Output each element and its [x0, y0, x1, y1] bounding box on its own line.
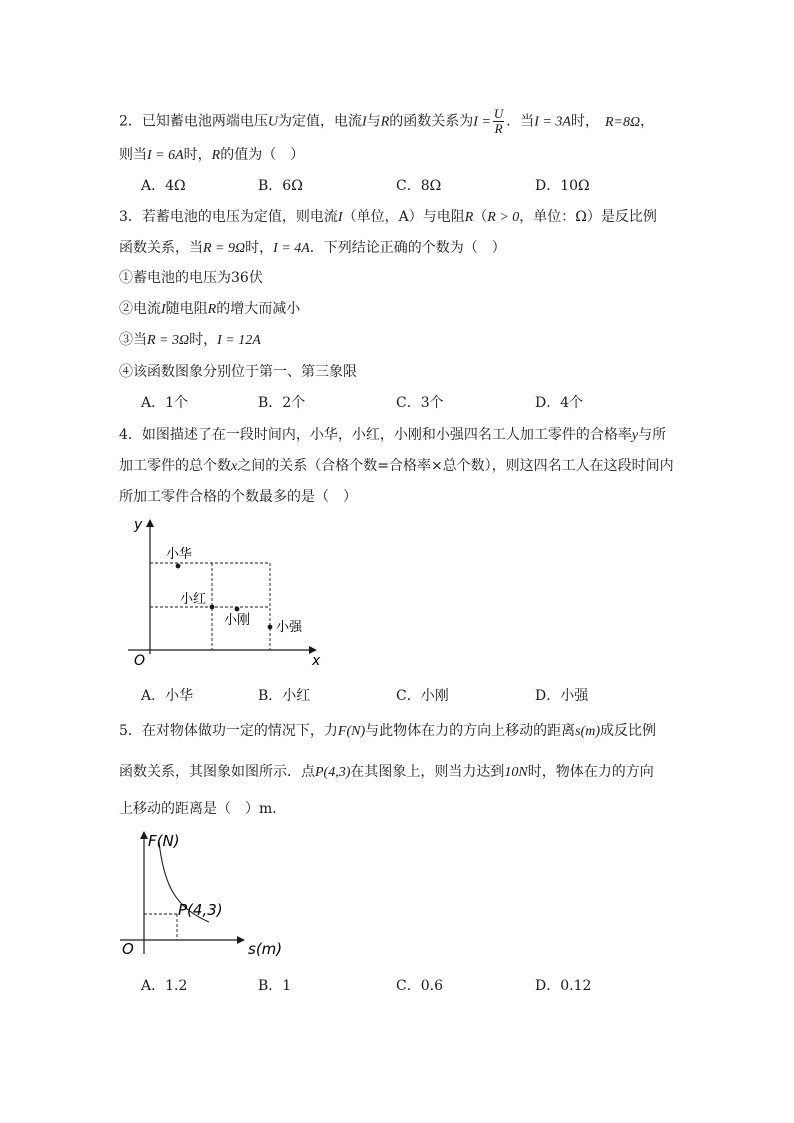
q4-point-xiaohua [176, 564, 181, 569]
q5-origin-label: O [122, 940, 134, 958]
q4-option-b[interactable]: B．小红 [258, 688, 311, 704]
q3-option-d[interactable]: D．4个 [535, 395, 584, 411]
q2-line1: 2．已知蓄电池两端电压U为定值，电流I与R的函数关系为I = $\frac{U}{R}$ ．当I = 3A时， R=8Ω， [119, 106, 655, 136]
q4-line1: 4．如图描述了在一段时间内，小华，小红，小刚和小强四名工人加工零件的合格率y与所 [119, 427, 667, 443]
q4-label-xiaohua: 小华 [166, 547, 193, 562]
q4-x-label: x [312, 653, 321, 669]
q5-x-label: s(m) [248, 940, 283, 958]
q3-option-a[interactable]: A．1个 [141, 395, 189, 411]
q4-label-xiaohong: 小红 [180, 592, 207, 607]
q4-option-c[interactable]: C．小刚 [396, 688, 449, 704]
q4-figure [120, 514, 330, 674]
q3-statement-3: ③当R = 3Ω时，I = 12A [119, 332, 261, 348]
q4-line2: 加工零件的总个数x之间的关系（合格个数=合格率×总个数），则这四名工人在这段时间内 [119, 458, 674, 474]
q5-option-c[interactable]: C．0.6 [396, 978, 443, 994]
q5-option-d[interactable]: D．0.12 [535, 978, 592, 994]
q5-figure [114, 826, 314, 960]
q3-line2: 函数关系，当R = 9Ω时，I = 4A．下列结论正确的个数为（ ） [119, 240, 506, 256]
q5-dashed-guides [144, 914, 177, 940]
q3-option-c[interactable]: C．3个 [396, 395, 444, 411]
q4-point-xiaohong [210, 605, 215, 610]
q5-line3: 上移动的距离是（ ）m． [119, 801, 287, 817]
q5-y-label: F(N) [148, 832, 180, 850]
q2-line2: 则当I = 6A时，R的值为（ ） [119, 147, 305, 163]
q5-option-b[interactable]: B．1 [258, 978, 292, 994]
q3-statement-1: ①蓄电池的电压为36伏 [119, 270, 263, 286]
q4-y-label: y [134, 517, 143, 533]
q5-option-a[interactable]: A．1.2 [141, 978, 188, 994]
q2-fraction: $\frac{U}{R}$ [493, 106, 504, 136]
q4-line3: 所加工零件合格的个数最多的是（ ） [119, 489, 357, 505]
q2-option-b[interactable]: B．6Ω [258, 178, 303, 194]
q5-point-label: P(4,3) [178, 901, 223, 919]
q4-point-xiaoqiang [268, 625, 273, 630]
q2-option-c[interactable]: C．8Ω [396, 178, 442, 194]
q5-line1: 5．在对物体做功一定的情况下，力F(N)与此物体在力的方向上移动的距离s(m)成反比例 [119, 723, 657, 739]
q4-option-d[interactable]: D．小强 [535, 688, 589, 704]
q3-statement-4: ④该函数图象分别位于第一、第三象限 [119, 364, 357, 380]
q3-line1: 3．若蓄电池的电压为定值，则电流I（单位，A）与电阻R（R > 0，单位：Ω）是反比例 [119, 209, 657, 225]
q3-statement-2: ②电流I随电阻R的增大而减小 [119, 301, 301, 317]
q4-point-xiaogang [235, 607, 240, 612]
q3-option-b[interactable]: B．2个 [258, 395, 306, 411]
q4-origin-label: O [134, 653, 146, 669]
q4-option-a[interactable]: A．小华 [141, 688, 194, 704]
q4-label-xiaoqiang: 小强 [276, 620, 303, 635]
q2-option-a[interactable]: A．4Ω [141, 178, 186, 194]
q2-option-d[interactable]: D．10Ω [535, 178, 590, 194]
q4-label-xiaogang: 小刚 [224, 613, 251, 628]
q5-line2: 函数关系，其图象如图所示．点P(4,3)在其图象上，则当力达到10N时，物体在力的方向 [119, 764, 654, 780]
